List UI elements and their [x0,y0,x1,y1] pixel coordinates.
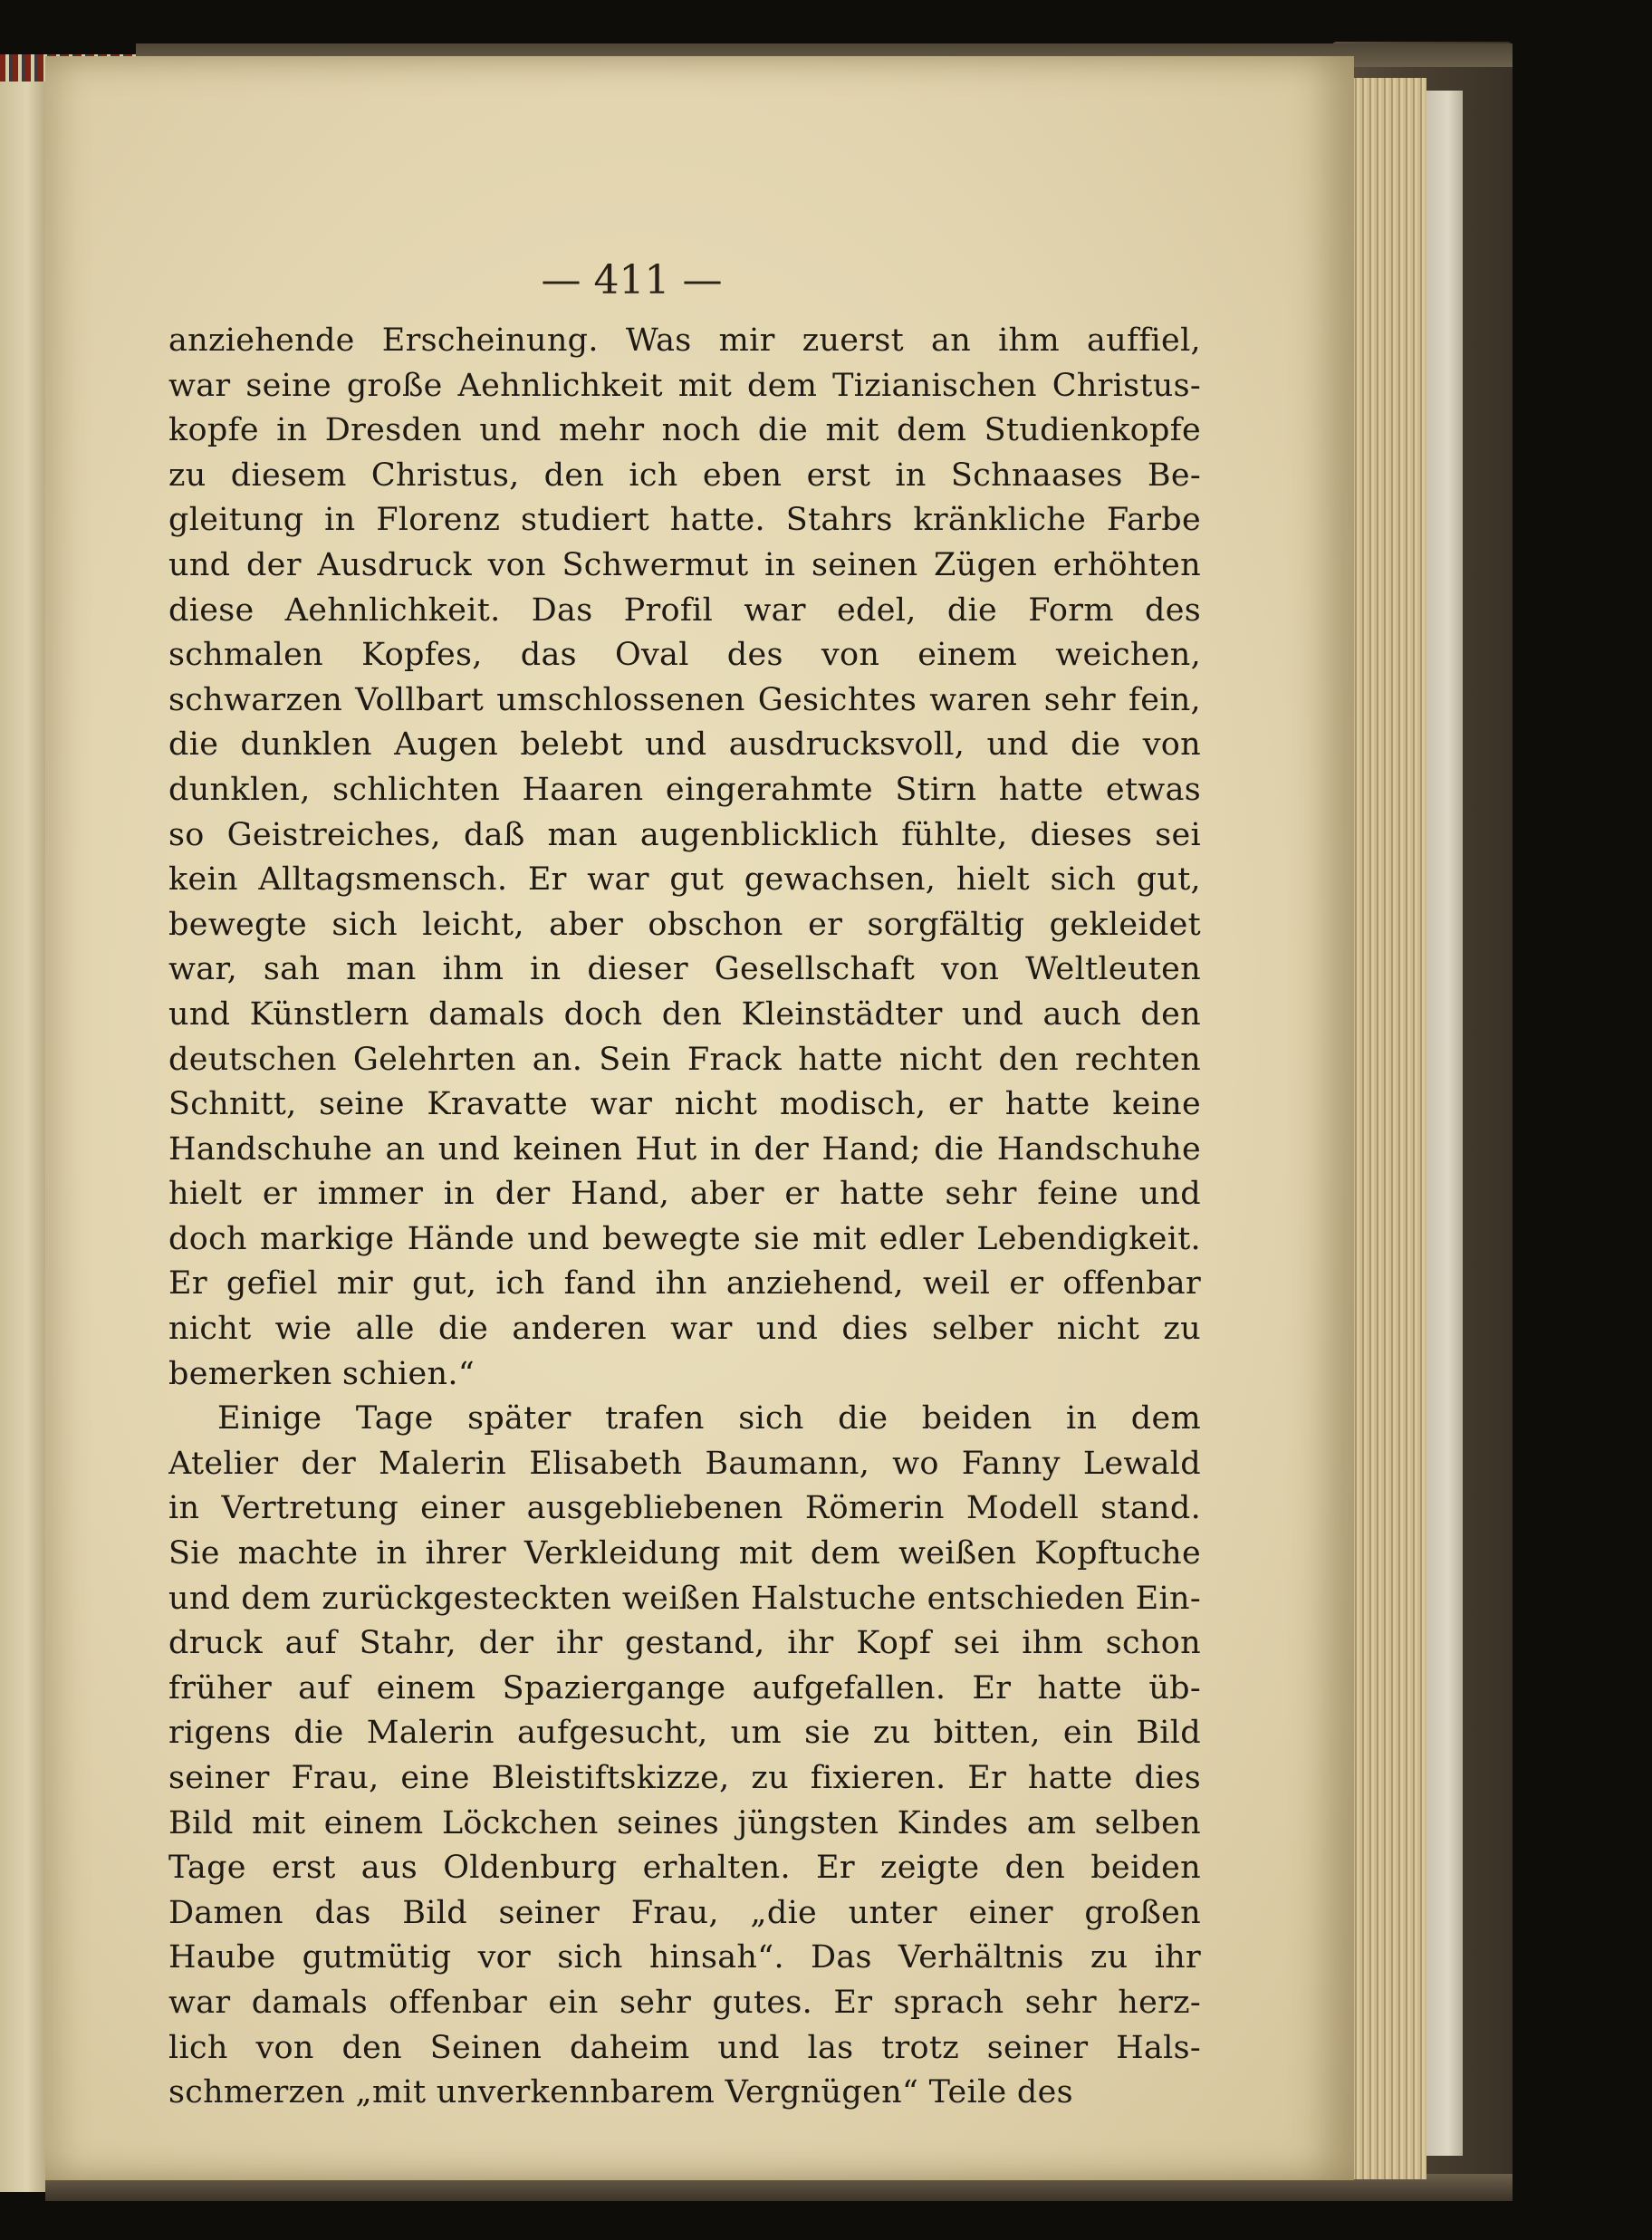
endpaper [1426,91,1463,2156]
page-number-header: — 411 — [541,257,723,303]
text-line: Handschuhe an und keinen Hut in der Hand; die Handschuhe [168,1130,1201,1168]
text-line: kein Alltagsmensch. Er war gut gewachsen, hielt sich gut, [168,861,1201,899]
text-line: war, sah man ihm in dieser Gesellschaft von Weltleuten [168,951,1201,988]
page-edges [1345,78,1426,2179]
page-body-text [168,319,1201,2116]
text-line: Damen das Bild seiner Frau, „die unter einer großen [168,1894,1201,1931]
text-line: Er gefiel mir gut, ich fand ihn anziehend, weil er offenbar [168,1265,1201,1303]
text-line: Bild mit einem Löckchen seines jüngsten Kindes am selben [168,1804,1201,1841]
text-line: war seine große Aehnlichkeit mit dem Tizianischen Christus- [168,367,1201,404]
text-line: früher auf einem Spaziergange aufgefallen. Er hatte üb- [168,1669,1201,1706]
text-line: deutschen Gelehrten an. Sein Frack hatte nicht den rechten [168,1041,1201,1078]
text-line: und Künstlern damals doch den Kleinstädter und auch den [168,995,1201,1033]
text-line: Sie machte in ihrer Verkleidung mit dem weißen Kopftuche [168,1535,1201,1572]
text-line: anziehende Erscheinung. Was mir zuerst an ihm auffiel, [168,322,1201,359]
text-line: Schnitt, seine Kravatte war nicht modisch, er hatte keine [168,1086,1201,1123]
text-line: seiner Frau, eine Bleistiftskizze, zu fixieren. Er hatte dies [168,1760,1201,1796]
text-line: schmalen Kopfes, das Oval des von einem weichen, [168,637,1201,674]
left-page-edge [0,54,45,2192]
text-line: und dem zurückgesteckten weißen Halstuche entschieden Ein- [168,1580,1201,1617]
text-line: bemerken schien.“ [168,1355,475,1392]
text-line: zu diesem Christus, den ich eben erst in Schnaases Be- [168,457,1201,494]
text-line: so Geistreiches, daß man augenblicklich fühlte, dieses sei [168,816,1201,853]
text-line: kopfe in Dresden und mehr noch die mit dem Studienkopfe [168,412,1201,449]
text-line: doch markige Hände und bewegte sie mit edler Lebendigkeit. [168,1220,1201,1257]
text-line: Atelier der Malerin Elisabeth Baumann, wo Fanny Lewald [168,1445,1201,1482]
text-line: dunklen, schlichten Haaren eingerahmte Stirn hatte etwas [168,771,1201,808]
text-line: schwarzen Vollbart umschlossenen Gesichtes waren sehr fein, [168,681,1201,718]
text-line: die dunklen Augen belebt und ausdrucksvoll, und die von [168,726,1201,764]
text-line: schmerzen „mit unverkennbarem Vergnügen“ Teile des [168,2074,1073,2111]
text-line: druck auf Stahr, der ihr gestand, ihr Kopf sei ihm schon [168,1625,1201,1662]
text-line: diese Aehnlichkeit. Das Profil war edel, die Form des [168,591,1201,629]
text-line: nicht wie alle die anderen war und dies selber nicht zu [168,1311,1201,1348]
text-line: bewegte sich leicht, aber obschon er sorgfältig gekleidet [168,906,1201,943]
text-line: Tage erst aus Oldenburg erhalten. Er zeigte den beiden [168,1850,1201,1887]
book-page [45,56,1354,2180]
text-line: rigens die Malerin aufgesucht, um sie zu bitten, ein Bild [168,1715,1201,1752]
text-line: und der Ausdruck von Schwermut in seinen Zügen erhöhten [168,546,1201,583]
text-line: war damals offenbar ein sehr gutes. Er sprach sehr herz- [168,1984,1201,2021]
text-line: hielt er immer in der Hand, aber er hatte sehr feine und [168,1176,1201,1213]
text-line: Haube gutmütig vor sich hinsah“. Das Verhältnis zu ihr [168,1939,1201,1976]
text-line: lich von den Seinen daheim und las trotz seiner Hals- [168,2029,1201,2066]
text-line: Einige Tage später trafen sich die beiden in dem [217,1400,1201,1437]
text-line: in Vertretung einer ausgebliebenen Römerin Modell stand. [168,1490,1201,1527]
text-line: gleitung in Florenz studiert hatte. Stahrs kränkliche Farbe [168,502,1201,539]
